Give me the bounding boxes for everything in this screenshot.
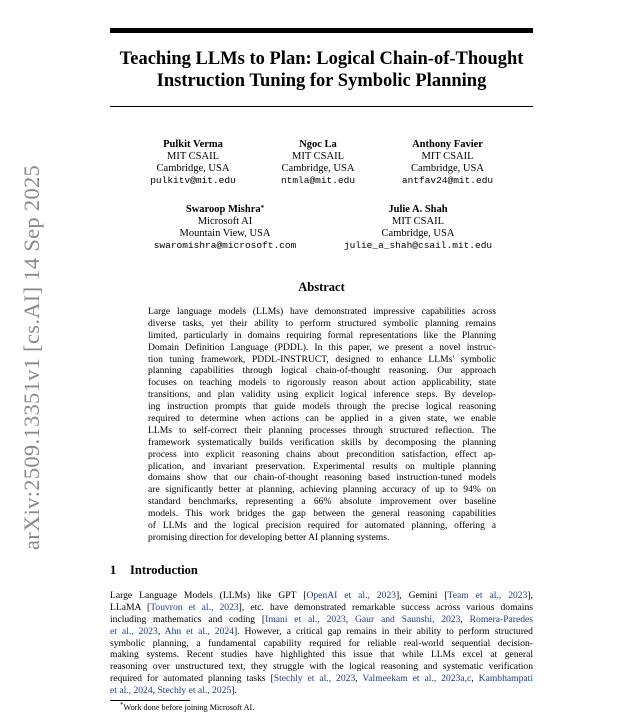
author-email[interactable]: ntmla@mit.edu — [280, 175, 356, 186]
intro-text: ], Gemini [ — [396, 590, 448, 601]
abstract-line: plication, and invariant preservation. Experimental results on multiple planning — [148, 460, 496, 472]
citation-link[interactable]: Ahn et al., 2024 — [164, 625, 234, 637]
intro-text: reasoning over unstructured text, they struggle with the logical reasoning and systematic verification — [110, 661, 533, 673]
citation-link[interactable]: Team et al., 2023 — [447, 590, 528, 601]
author-location: Cambridge, USA — [411, 163, 484, 174]
author-block-3 — [390, 139, 505, 187]
abstract-line: LLMs to self-correct their planning processes through structured reflection. The — [148, 424, 496, 436]
intro-text: ]. — [231, 685, 237, 697]
intro-text: , — [460, 613, 470, 625]
author-affiliation: MIT CSAIL — [291, 151, 345, 162]
abstract-line: standard benchmarks, representing a 66% absolute improvement over baseline — [148, 496, 496, 508]
citation-link[interactable]: Stechly et al., 2023 — [273, 673, 356, 685]
citation-link[interactable]: OpenAI et al., 2023 — [306, 590, 397, 601]
citation-link[interactable]: Kambhampati — [478, 673, 533, 685]
author-email[interactable]: swaromishra@microsoft.com — [153, 240, 297, 251]
title-top-rule — [110, 28, 533, 33]
citation-link[interactable]: et al., 2023 — [110, 625, 158, 637]
abstract-line: transitions, and plan validity using explicit logical inference steps. By develop- — [148, 389, 496, 401]
author-email[interactable]: pulkitv@mit.edu — [150, 175, 236, 186]
author-affiliation: Microsoft AI — [197, 216, 253, 227]
section-heading — [110, 563, 198, 578]
author-name: Ngoc La — [299, 139, 337, 150]
citation-link[interactable]: Stechly et al., 2025 — [157, 685, 232, 697]
citation-link[interactable]: Romera-Paredes — [469, 613, 534, 625]
paper-title-line-1: Teaching LLMs to Plan: Logical Chain-of-Thought — [119, 49, 524, 69]
intro-text: ], — [527, 590, 533, 601]
intro-line — [110, 626, 533, 638]
abstract-line: ing instruction prompts that guide models through the precise logical reasoning — [148, 401, 496, 413]
citation-link[interactable]: Touvron et al., 2023 — [150, 601, 239, 613]
intro-text: ]. However, a critical gap remains in their ability to perform structured — [233, 625, 533, 637]
intro-line — [110, 638, 533, 650]
citation-link[interactable]: Imani et al., 2023 — [265, 613, 346, 625]
abstract-line: focuses on teaching models to rigorously reason about action applicability, state — [148, 377, 496, 389]
intro-text: LLaMA [ — [110, 601, 151, 613]
intro-text: , — [471, 673, 479, 685]
intro-text: , — [355, 673, 363, 685]
abstract-line: models. This work bridges the gap between the general reasoning capabilities — [148, 508, 496, 520]
abstract-line: of LLMs and the logical precision required for automated planning, offering a — [148, 520, 496, 532]
intro-text: Large Language Models (LLMs) like GPT [ — [110, 590, 307, 601]
author-name: Pulkit Verma — [163, 139, 223, 150]
abstract-heading: Abstract — [298, 280, 345, 294]
paper-title — [110, 48, 533, 92]
author-email[interactable]: antfav24@mit.edu — [401, 175, 494, 186]
author-name: Anthony Favier — [412, 139, 483, 150]
abstract-line: limited, particularly in domains requiring formal representations like the Planning — [148, 329, 496, 341]
intro-line — [110, 602, 533, 614]
author-block-5 — [338, 204, 498, 252]
abstract-line: are significantly better at planning, achieving planning accuracy of up to 94% on — [148, 484, 496, 496]
intro-line — [110, 614, 533, 626]
author-affiliation: MIT CSAIL — [391, 216, 445, 227]
intro-text: , — [152, 685, 158, 697]
intro-text: , — [345, 613, 355, 625]
author-block-1 — [143, 139, 243, 187]
arxiv-identifier[interactable]: arXiv:2509.13351v1 [cs.AI] 14 Sep 2025 — [19, 164, 44, 550]
abstract-line: promising direction for developing better AI planning systems. — [148, 531, 390, 543]
footnote — [120, 703, 254, 712]
abstract-line: domains show that our chain-of-thought reasoning based instruction-tuned models — [148, 472, 496, 484]
author-affiliation: MIT CSAIL — [166, 151, 220, 162]
abstract-line: Large language models (LLMs) have demonstrated impressive capabilities across — [148, 306, 496, 317]
author-email[interactable]: julie_a_shah@csail.mit.edu — [343, 240, 493, 251]
intro-line — [110, 673, 533, 685]
intro-line — [110, 649, 533, 661]
author-block-4 — [145, 204, 305, 252]
abstract-body — [148, 306, 496, 544]
author-block-2 — [268, 139, 368, 187]
footnote-marker: * — [260, 204, 265, 212]
intro-text: ], etc. have demonstrated remarkable success across various domains — [238, 601, 533, 613]
abstract-line: Domain Definition Language (PDDL). In this paper, we present a novel instruc- — [148, 341, 496, 353]
citation-link[interactable]: Gaur and Saunshi, 2023 — [354, 613, 461, 625]
footnote-text: Work done before joining Microsoft AI. — [123, 703, 255, 712]
abstract-line: diverse tasks, yet their ability to perform structured symbolic planning remains — [148, 317, 496, 329]
section-number: 1 — [110, 563, 117, 577]
citation-link[interactable]: Valmeekam et al., 2023a,c — [362, 673, 472, 685]
section-title: Introduction — [130, 563, 198, 577]
intro-text: including mathematics and coding [ — [110, 613, 266, 625]
intro-line — [110, 661, 533, 673]
title-bottom-rule — [110, 106, 533, 107]
footnote-marker: * — [120, 701, 124, 709]
author-name: Swaroop Mishra* — [185, 204, 265, 215]
intro-text: required for automated planning tasks [ — [110, 673, 274, 685]
abstract-line: process into explicit reasoning chains about precondition satisfaction, effect ap- — [148, 448, 496, 460]
abstract-line: required to determine when actions can be applied in a given state, we enable — [148, 413, 496, 425]
citation-link[interactable]: et al., 2024 — [110, 685, 153, 697]
intro-text: making systems. Recent studies have highlighted this issue that while LLMs excel at general — [110, 649, 533, 661]
author-location: Cambridge, USA — [381, 228, 455, 239]
author-name: Julie A. Shah — [388, 204, 448, 215]
intro-line — [110, 685, 533, 697]
intro-line — [110, 590, 533, 602]
abstract-line: tion tuning framework, PDDL-INSTRUCT, designed to enhance LLMs' symbolic — [148, 353, 496, 365]
introduction-paragraph — [110, 590, 533, 697]
paper-title-line-2: Instruction Tuning for Symbolic Planning — [156, 71, 487, 91]
intro-text: symbolic planning, a fundamental capability required for reliable real-world sequential decision- — [110, 637, 533, 649]
author-affiliation: MIT CSAIL — [421, 151, 474, 162]
abstract-line: planning capabilities through logical chain-of-thought reasoning. Our approach — [148, 365, 496, 377]
author-location: Cambridge, USA — [281, 163, 355, 174]
intro-text: , — [157, 625, 165, 637]
author-location: Mountain View, USA — [179, 228, 271, 239]
author-location: Cambridge, USA — [156, 163, 230, 174]
abstract-line: framework systematically builds verification skills by decomposing the planning — [148, 436, 496, 448]
